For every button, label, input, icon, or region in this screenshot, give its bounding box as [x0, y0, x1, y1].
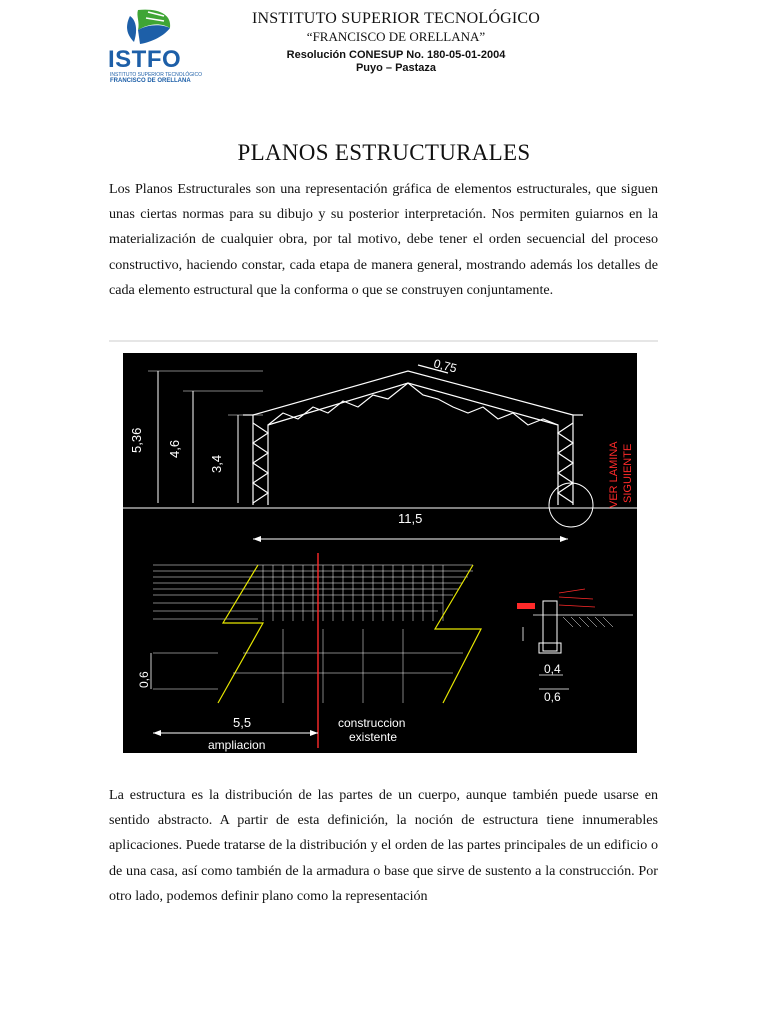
institute-logo [108, 8, 204, 86]
page-title: PLANOS ESTRUCTURALES [237, 140, 531, 165]
roof-sheet-grid [263, 565, 443, 621]
dim-top: 0,75 [432, 356, 459, 376]
label-construccion: construccion [338, 716, 406, 730]
location-line: Puyo – Pastaza [355, 62, 437, 74]
dim-span: 11,5 [398, 511, 423, 526]
resolution-line: Resolución CONESUP No. 180-05-01-2004 [286, 49, 506, 61]
footing-detail [517, 589, 633, 704]
detail-callout [549, 483, 593, 527]
divider [109, 340, 658, 342]
dim-extension: 5,5 [233, 715, 252, 730]
label-existente: existente [349, 730, 398, 744]
institution-name: INSTITUTO SUPERIOR TECNOLÓGICO [251, 10, 541, 27]
logo-subtitle-name: FRANCISCO DE ORELLANA [110, 78, 191, 84]
dim-foot-b: 0,6 [544, 690, 561, 704]
structural-drawing [123, 353, 637, 753]
truss-frame [243, 365, 583, 505]
dim-small: 0,6 [137, 671, 151, 688]
dim-column-height: 3,4 [209, 454, 224, 473]
break-lines [218, 565, 481, 703]
dim-mid-height: 4,6 [167, 439, 182, 458]
dim-total-height: 5,36 [129, 427, 144, 453]
institution-subtitle: “FRANCISCO DE ORELLANA” [306, 29, 486, 44]
dim-foot-a: 0,4 [544, 662, 561, 676]
lower-grid [233, 629, 463, 703]
note-siguiente: SIGUIENTE [622, 443, 634, 503]
label-ampliacion: ampliacion [208, 738, 266, 752]
intro-paragraph: Los Planos Estructurales son una representación gráfica de elementos estructurales, que siguen unas ciertas normas para su dibujo y su posterior interpretación. Nos permiten guiarnos en la materialización de cualquier obra, por tal motivo, debe tener el orden secuencial del proceso constructivo, haciendo constar, cada etapa de manera general, mostrando además los detalles de cada elemento estructural que la conforma o que se construyen conjuntamente. [109, 181, 658, 298]
logo-subtitle: INSTITUTO SUPERIOR TECNOLÓGICO [110, 72, 203, 78]
logo-wordmark: ISTFO [108, 46, 182, 73]
body-paragraph: La estructura es la distribución de las partes de un cuerpo, aunque también puede usarse en sentido abstracto. A partir de esta definición, la noción de estructura tiene innumerables aplicaciones. Puede tratarse de la distribución y el orden de las partes principales de un edificio o de una casa, así como también de la armadura o base que sirve de sustento a la construcción. Por otro lado, podemos definir plano como la representación [109, 787, 658, 904]
note-ver-lamina: VER LAMINA [608, 441, 620, 508]
